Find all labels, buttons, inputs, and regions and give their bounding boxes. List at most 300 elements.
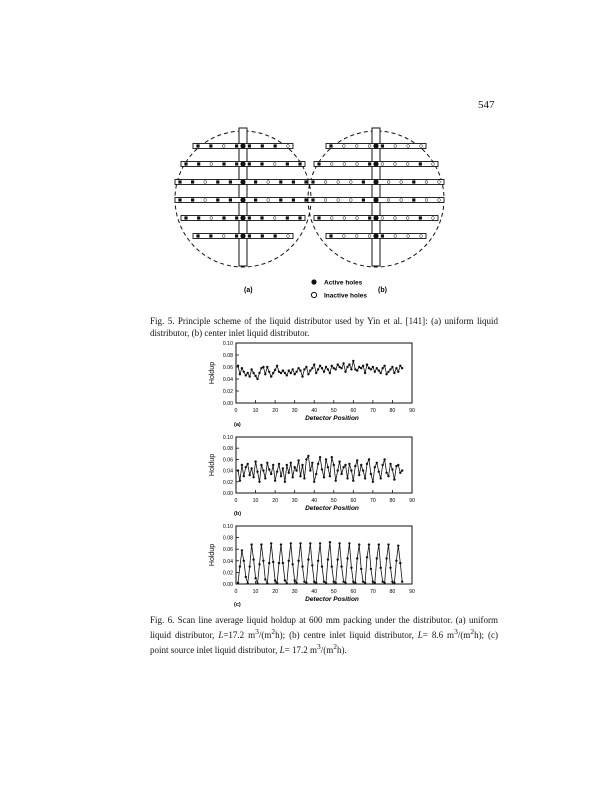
data-point xyxy=(376,367,378,369)
active-hole xyxy=(292,180,295,183)
fig5-panel-b-label: (b) xyxy=(378,287,387,294)
inactive-hole xyxy=(387,181,390,184)
data-point xyxy=(315,372,317,374)
inactive-hole xyxy=(420,235,423,238)
active-hole xyxy=(222,162,225,165)
data-point xyxy=(241,549,243,551)
data-point xyxy=(309,469,311,471)
data-point xyxy=(346,366,348,368)
data-point xyxy=(385,472,387,474)
inactive-hole xyxy=(267,181,270,184)
holdup-chart-a xyxy=(209,341,415,428)
data-point xyxy=(295,469,297,471)
data-point xyxy=(393,372,395,374)
active-hole xyxy=(279,198,282,201)
panel-label: (a) xyxy=(234,422,241,428)
data-point xyxy=(280,543,282,545)
active-hole xyxy=(197,216,200,219)
data-point xyxy=(374,582,376,584)
data-point xyxy=(258,372,260,374)
data-point xyxy=(295,371,297,373)
data-point xyxy=(303,477,305,479)
y-tick-label: 0.06 xyxy=(222,547,233,554)
data-point xyxy=(337,363,339,365)
y-tick-label: 0.10 xyxy=(222,524,233,530)
data-point xyxy=(344,464,346,466)
active-hole xyxy=(286,162,289,165)
data-point xyxy=(364,372,366,374)
inactive-hole xyxy=(337,199,340,202)
x-tick-label: 10 xyxy=(252,408,259,414)
inactive-hole xyxy=(387,199,390,202)
channel-junction xyxy=(240,233,245,238)
active-hole xyxy=(216,198,219,201)
active-hole xyxy=(184,216,187,219)
x-tick-label: 80 xyxy=(389,408,396,414)
y-tick-label: 0.00 xyxy=(222,401,233,407)
inactive-hole xyxy=(349,199,352,202)
data-point xyxy=(297,459,299,461)
legend-inactive-label: Inactive holes xyxy=(324,292,367,300)
data-point xyxy=(264,373,266,375)
data-point xyxy=(356,369,358,371)
active-hole xyxy=(248,144,251,147)
data-point xyxy=(260,464,262,466)
inactive-hole xyxy=(273,163,276,166)
inactive-hole xyxy=(381,163,384,166)
data-point xyxy=(391,366,393,368)
data-point xyxy=(307,558,309,560)
data-point xyxy=(397,464,399,466)
data-point xyxy=(362,365,364,367)
data-point xyxy=(237,582,239,584)
active-hole xyxy=(419,162,422,165)
active-hole xyxy=(248,234,251,237)
data-point xyxy=(348,363,350,365)
x-tick-label: 70 xyxy=(369,589,376,595)
data-point xyxy=(383,458,385,460)
x-tick-label: 50 xyxy=(330,589,337,595)
x-tick-label: 10 xyxy=(252,589,259,595)
data-point xyxy=(290,372,292,374)
data-point xyxy=(272,561,274,563)
inactive-hole xyxy=(394,217,397,220)
active-hole xyxy=(260,162,263,165)
inactive-hole xyxy=(432,163,435,166)
data-point xyxy=(276,365,278,367)
channel-junction xyxy=(240,179,245,184)
inactive-hole xyxy=(356,217,359,220)
data-point xyxy=(274,480,276,482)
data-point xyxy=(366,556,368,558)
active-hole xyxy=(311,198,314,201)
y-tick-label: 0.04 xyxy=(222,558,233,565)
data-point xyxy=(252,476,254,478)
data-point xyxy=(284,372,286,374)
data-point xyxy=(254,375,256,377)
data-point xyxy=(243,371,245,373)
inactive-hole xyxy=(204,181,207,184)
active-hole xyxy=(274,234,277,237)
data-point xyxy=(252,372,254,374)
data-point xyxy=(337,469,339,471)
data-point xyxy=(266,366,268,368)
inactive-hole xyxy=(438,181,441,184)
y-tick-label: 0.10 xyxy=(222,435,233,441)
data-point xyxy=(385,373,387,375)
data-point xyxy=(335,480,337,482)
inactive-hole xyxy=(394,235,397,238)
data-point xyxy=(348,542,350,544)
data-point xyxy=(268,371,270,373)
data-point xyxy=(262,560,264,562)
inactive-hole xyxy=(355,235,358,238)
data-point xyxy=(309,542,311,544)
panel-label: (b) xyxy=(234,511,242,517)
active-hole xyxy=(260,216,263,219)
inactive-hole xyxy=(356,163,359,166)
data-point xyxy=(348,463,350,465)
data-point xyxy=(368,458,370,460)
data-point xyxy=(299,369,301,371)
data-point xyxy=(321,565,323,567)
data-point xyxy=(286,374,288,376)
y-tick-label: 0.02 xyxy=(222,389,233,395)
data-point xyxy=(280,475,282,477)
active-hole xyxy=(222,216,225,219)
data-point xyxy=(354,465,356,467)
x-tick-label: 60 xyxy=(350,589,357,595)
data-point xyxy=(338,460,340,462)
data-point xyxy=(376,557,378,559)
active-hole xyxy=(329,144,332,147)
data-point xyxy=(313,363,315,365)
data-point xyxy=(323,371,325,373)
active-hole xyxy=(381,234,384,237)
data-point xyxy=(387,371,389,373)
data-point xyxy=(292,476,294,478)
distributor-b-drawing xyxy=(308,128,444,267)
data-point xyxy=(288,369,290,371)
active-hole xyxy=(419,216,422,219)
active-hole xyxy=(209,234,212,237)
active-hole xyxy=(292,198,295,201)
active-hole xyxy=(317,216,320,219)
data-point xyxy=(327,558,329,560)
data-point xyxy=(266,462,268,464)
data-point xyxy=(399,365,401,367)
distributor-a-drawing xyxy=(175,128,311,267)
data-point xyxy=(237,365,239,367)
active-hole xyxy=(184,162,187,165)
data-point xyxy=(315,473,317,475)
channel-junction xyxy=(240,197,245,202)
data-point xyxy=(311,367,313,369)
active-hole xyxy=(235,144,238,147)
data-point xyxy=(340,565,342,567)
data-point xyxy=(297,560,299,562)
data-point xyxy=(284,481,286,483)
data-point xyxy=(362,469,364,471)
data-point xyxy=(327,368,329,370)
data-point xyxy=(290,542,292,544)
inactive-hole xyxy=(343,163,346,166)
y-axis-label: Holdup xyxy=(209,453,216,477)
data-point xyxy=(268,562,270,564)
data-point xyxy=(344,371,346,373)
data-point xyxy=(278,371,280,373)
x-tick-label: 20 xyxy=(272,589,279,595)
data-point xyxy=(250,368,252,370)
active-hole xyxy=(248,162,251,165)
data-point xyxy=(247,463,249,465)
data-point xyxy=(319,456,321,458)
data-point xyxy=(380,372,382,374)
active-hole xyxy=(304,198,307,201)
x-tick-label: 60 xyxy=(350,498,357,504)
data-point xyxy=(317,368,319,370)
inactive-hole xyxy=(324,181,327,184)
active-hole xyxy=(368,216,371,219)
data-point xyxy=(270,375,272,377)
data-point xyxy=(245,576,247,578)
data-point xyxy=(317,560,319,562)
data-point xyxy=(301,375,303,377)
active-hole xyxy=(304,180,307,183)
data-point xyxy=(346,477,348,479)
inactive-hole xyxy=(432,217,435,220)
data-point xyxy=(331,565,333,567)
panel-label: (c) xyxy=(234,602,241,608)
data-point xyxy=(346,557,348,559)
data-point xyxy=(305,366,307,368)
data-point xyxy=(356,459,358,461)
data-point xyxy=(329,372,331,374)
inactive-hole xyxy=(425,181,428,184)
data-point xyxy=(331,365,333,367)
active-hole xyxy=(229,180,232,183)
data-point xyxy=(270,473,272,475)
data-point xyxy=(354,582,356,584)
data-point xyxy=(294,373,296,375)
data-point xyxy=(292,368,294,370)
data-point xyxy=(250,467,252,469)
y-tick-label: 0.00 xyxy=(222,491,233,497)
inactive-hole xyxy=(406,217,409,220)
inactive-hole xyxy=(287,145,290,148)
inactive-hole xyxy=(210,217,213,220)
x-axis-label: Detector Position xyxy=(305,596,359,603)
data-point xyxy=(256,471,258,473)
active-hole xyxy=(235,162,238,165)
data-point xyxy=(303,368,305,370)
x-tick-label: 50 xyxy=(330,408,337,414)
data-point xyxy=(245,374,247,376)
inactive-hole xyxy=(287,235,290,238)
data-point xyxy=(323,476,325,478)
data-point xyxy=(374,466,376,468)
data-point xyxy=(387,543,389,545)
active-hole xyxy=(229,198,232,201)
channel-junction xyxy=(373,179,378,184)
data-point xyxy=(350,368,352,370)
data-point xyxy=(286,464,288,466)
data-point xyxy=(387,475,389,477)
data-point xyxy=(383,365,385,367)
data-point xyxy=(395,367,397,369)
data-point xyxy=(383,582,385,584)
x-tick-label: 40 xyxy=(311,498,318,504)
active-hole xyxy=(412,198,415,201)
data-point xyxy=(313,481,315,483)
data-point xyxy=(270,542,272,544)
channel-junction xyxy=(373,215,378,220)
data-point xyxy=(247,582,249,584)
data-point xyxy=(319,542,321,544)
data-point xyxy=(335,582,337,584)
y-tick-label: 0.08 xyxy=(222,353,233,359)
channel-junction xyxy=(240,143,245,148)
y-tick-label: 0.06 xyxy=(222,457,233,464)
data-point xyxy=(241,367,243,369)
data-point xyxy=(397,545,399,547)
inactive-hole xyxy=(267,199,270,202)
inactive-hole xyxy=(381,217,384,220)
y-tick-label: 0.02 xyxy=(222,479,233,486)
active-hole xyxy=(286,216,289,219)
inactive-hole xyxy=(400,199,403,202)
data-point xyxy=(352,360,354,362)
data-point xyxy=(356,557,358,559)
data-point xyxy=(344,582,346,584)
inactive-hole xyxy=(368,235,371,238)
x-tick-label: 20 xyxy=(272,498,279,504)
fig5-distributor-diagram xyxy=(0,0,612,310)
data-point xyxy=(393,478,395,480)
data-point xyxy=(290,462,292,464)
data-point xyxy=(262,469,264,471)
data-point xyxy=(276,471,278,473)
active-hole xyxy=(178,198,181,201)
data-point xyxy=(329,475,331,477)
data-point xyxy=(399,562,401,564)
x-axis-label: Detector Position xyxy=(305,415,359,422)
data-point xyxy=(239,565,241,567)
data-point xyxy=(292,563,294,565)
active-hole xyxy=(216,180,219,183)
data-point xyxy=(288,472,290,474)
y-tick-label: 0.08 xyxy=(222,446,233,453)
active-hole xyxy=(254,198,257,201)
x-tick-label: 0 xyxy=(234,408,238,414)
data-point xyxy=(399,472,401,474)
x-tick-label: 60 xyxy=(350,408,357,414)
y-axis-label: Holdup xyxy=(209,543,216,567)
data-point xyxy=(258,481,260,483)
channel-junction xyxy=(373,161,378,166)
data-point xyxy=(243,475,245,477)
data-point xyxy=(370,473,372,475)
active-hole xyxy=(381,144,384,147)
x-tick-label: 30 xyxy=(291,408,298,414)
inactive-hole xyxy=(330,163,333,166)
data-point xyxy=(340,367,342,369)
y-tick-label: 0.00 xyxy=(222,582,233,588)
active-hole xyxy=(298,216,301,219)
data-point xyxy=(260,367,262,369)
active-hole xyxy=(178,180,181,183)
y-tick-label: 0.02 xyxy=(222,570,233,577)
inactive-hole xyxy=(337,181,340,184)
data-point xyxy=(360,568,362,570)
data-point xyxy=(376,462,378,464)
data-point xyxy=(393,582,395,584)
data-point xyxy=(272,464,274,466)
data-point xyxy=(309,369,311,371)
data-point xyxy=(358,543,360,545)
channel-junction xyxy=(373,143,378,148)
holdup-chart-b xyxy=(209,435,415,517)
x-tick-label: 30 xyxy=(291,498,298,504)
active-hole xyxy=(412,180,415,183)
inactive-hole xyxy=(400,181,403,184)
data-point xyxy=(358,366,360,368)
data-point xyxy=(256,378,258,380)
data-point xyxy=(266,582,268,584)
data-point xyxy=(329,541,331,543)
active-hole xyxy=(362,198,365,201)
data-point xyxy=(401,469,403,471)
data-point xyxy=(401,581,403,583)
inactive-hole xyxy=(330,217,333,220)
inactive-hole-legend-icon xyxy=(311,292,316,297)
y-tick-label: 0.06 xyxy=(222,365,233,371)
active-hole xyxy=(261,234,264,237)
active-hole-legend-icon xyxy=(311,279,316,284)
inactive-hole xyxy=(342,235,345,238)
data-point xyxy=(340,473,342,475)
fig5-panel-a-label: (a) xyxy=(244,287,253,294)
data-point xyxy=(249,474,251,476)
data-point xyxy=(295,582,297,584)
data-point xyxy=(282,467,284,469)
fig6-caption: Fig. 6. Scan line average liquid holdup at 600 mm packing under the distributor. (a) uniform liquid distributor, L=17.2 $m^3/(m^2h)$; (b) centre inlet liquid distributor, L= 8.6 $m^3/(m^2h)$; (c) point source inlet liquid distributor, L= 17.2 $m^3/(m^2h)$. xyxy=(150,615,499,655)
y-tick-label: 0.10 xyxy=(222,341,233,347)
data-point xyxy=(278,562,280,564)
data-point xyxy=(366,463,368,465)
data-point xyxy=(311,564,313,566)
active-hole xyxy=(261,144,264,147)
data-point xyxy=(237,469,239,471)
holdup-series-line xyxy=(238,542,402,583)
channel-junction xyxy=(373,197,378,202)
data-point xyxy=(241,464,243,466)
data-point xyxy=(368,543,370,545)
data-point xyxy=(286,582,288,584)
data-point xyxy=(342,466,344,468)
data-point xyxy=(264,578,266,580)
active-hole xyxy=(274,144,277,147)
data-point xyxy=(378,369,380,371)
x-tick-label: 30 xyxy=(291,589,298,595)
data-point xyxy=(366,363,368,365)
x-tick-label: 70 xyxy=(369,498,376,504)
data-point xyxy=(254,577,256,579)
active-hole xyxy=(298,162,301,165)
x-tick-label: 70 xyxy=(369,408,376,414)
data-point xyxy=(358,474,360,476)
data-point xyxy=(364,477,366,479)
